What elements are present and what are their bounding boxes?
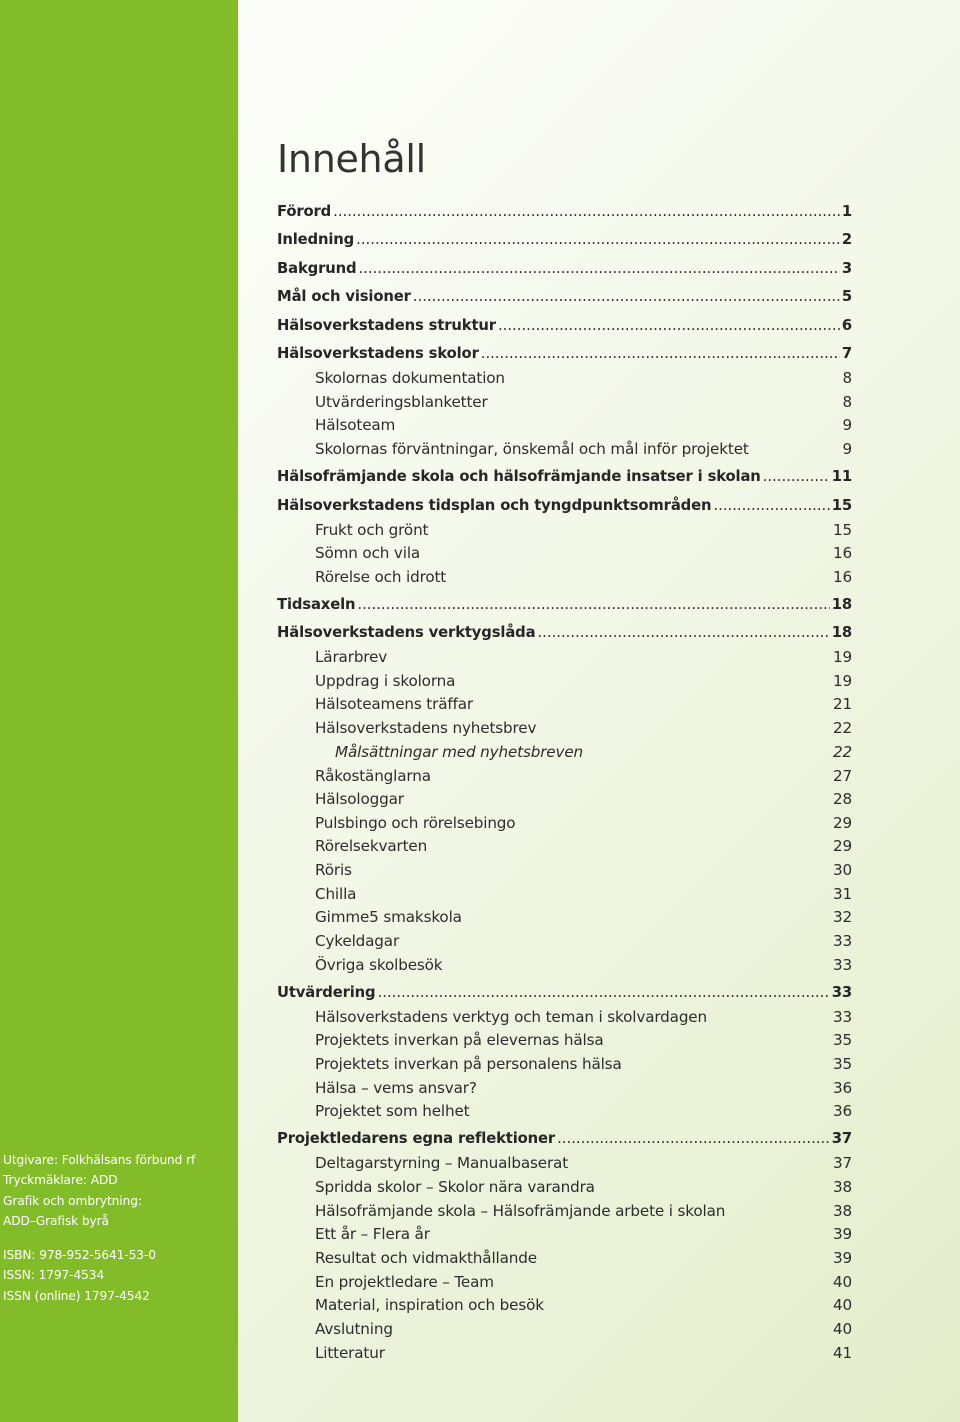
toc-page-number: 39 [832, 1225, 852, 1243]
toc-subentry [277, 1099, 852, 1123]
toc-entry-label: Hälsofrämjande skola – Hälsofrämjande arbete i skolan [315, 1202, 726, 1220]
toc-entry-label: Litteratur [315, 1344, 385, 1362]
colophon-line: ADD–Grafisk byrå [3, 1213, 109, 1228]
toc-entry-label: Avslutning [315, 1320, 393, 1338]
toc-page-number: 33 [832, 932, 852, 950]
toc-chapter-entry [277, 285, 852, 309]
toc-entry-label: Rörelse och idrott [315, 568, 447, 586]
toc-subentry [277, 1293, 852, 1317]
toc-chapter-entry [277, 228, 852, 252]
dot-leader [358, 257, 839, 281]
toc-subentry [277, 740, 852, 764]
toc-page-number: 22 [832, 719, 852, 737]
toc-chapter-entry [277, 494, 852, 518]
toc-page-number: 9 [842, 416, 852, 434]
toc-entry-label: Skolornas förväntningar, önskemål och mål inför projektet [315, 440, 749, 458]
toc-chapter-entry [277, 593, 852, 617]
toc-page-number: 19 [832, 672, 852, 690]
toc-page-number: 8 [842, 393, 852, 411]
toc-page-number: 31 [832, 885, 852, 903]
toc-entry-label: Rörelsekvarten [315, 837, 428, 855]
green-sidebar [0, 0, 238, 1422]
dot-leader [537, 621, 829, 645]
toc-entry-label: Hälsoverkstadens verktyg och teman i skolvardagen [315, 1008, 707, 1026]
toc-subentry [277, 811, 852, 835]
toc-subentry [277, 692, 852, 716]
toc-subentry [277, 1175, 852, 1199]
toc-subentry [277, 787, 852, 811]
dot-leader [356, 228, 840, 252]
toc-entry-label: Hälsoverkstadens tidsplan och tyngdpunktsområden [277, 497, 712, 514]
toc-page-number: 38 [832, 1202, 852, 1220]
toc-subentry [277, 1076, 852, 1100]
toc-entry-label: Hälsoverkstadens skolor [277, 345, 479, 362]
toc-subentry [277, 858, 852, 882]
toc-page-number: 21 [832, 695, 852, 713]
toc-entry-label: Utvärdering [277, 984, 376, 1001]
toc-subentry [277, 1028, 852, 1052]
toc-page-number: 28 [832, 790, 852, 808]
toc-subentry [277, 1151, 852, 1175]
colophon-line: ISSN (online) 1797-4542 [3, 1288, 150, 1303]
toc-page-number: 40 [832, 1320, 852, 1338]
colophon [3, 1150, 233, 1306]
toc-entry-label: Hälsoverkstadens struktur [277, 317, 496, 334]
toc-entry-label: Projektets inverkan på elevernas hälsa [315, 1031, 604, 1049]
toc-page-number: 7 [841, 345, 852, 362]
toc-entry-label: Hälsofrämjande skola och hälsofrämjande insatser i skolan [277, 468, 761, 485]
toc-chapter-entry [277, 981, 852, 1005]
toc-entry-label: Chilla [315, 885, 357, 903]
toc-chapter-entry [277, 314, 852, 338]
toc-entry-label: Projektet som helhet [315, 1102, 470, 1120]
toc-entry-label: Inledning [277, 231, 355, 248]
toc-page-number: 16 [832, 544, 852, 562]
toc-page-number: 5 [841, 288, 852, 305]
toc-page-number: 33 [832, 1008, 852, 1026]
toc-page-number: 8 [842, 369, 852, 387]
toc-subentry [277, 1005, 852, 1029]
toc-entry-label: Hälsoteam [315, 416, 396, 434]
toc-entry-label: En projektledare – Team [315, 1273, 494, 1291]
toc-entry-label: Spridda skolor – Skolor nära varandra [315, 1178, 595, 1196]
toc-page-number: 22 [832, 743, 852, 761]
colophon-line: Grafik och ombrytning: [3, 1193, 142, 1208]
toc-entry-label: Mål och visioner [277, 288, 411, 305]
toc-entry-label: Ett år – Flera år [315, 1225, 430, 1243]
dot-leader [713, 494, 829, 518]
toc-chapter-entry [277, 257, 852, 281]
toc-page-number: 37 [831, 1130, 852, 1147]
toc-subentry [277, 1317, 852, 1341]
dot-leader [498, 314, 840, 338]
toc-page-number: 18 [831, 624, 852, 641]
toc-entry-label: Röris [315, 861, 352, 879]
toc-page-number: 9 [842, 440, 852, 458]
toc-subentry [277, 1052, 852, 1076]
toc-subentry [277, 645, 852, 669]
toc-subentry [277, 366, 852, 390]
toc-subentry [277, 1199, 852, 1223]
toc-entry-label: Utvärderingsblanketter [315, 393, 488, 411]
toc-page-number: 33 [832, 956, 852, 974]
toc-entry-label: Projektledarens egna reflektioner [277, 1130, 556, 1147]
toc-entry-label: Material, inspiration och besök [315, 1296, 544, 1314]
toc-page-number: 32 [832, 908, 852, 926]
toc-subentry [277, 1246, 852, 1270]
toc-page-number: 39 [832, 1249, 852, 1267]
dot-leader [763, 465, 830, 489]
toc-entry-label: Sömn och vila [315, 544, 421, 562]
toc-page-number: 29 [832, 814, 852, 832]
toc-page-number: 1 [841, 203, 852, 220]
toc-entry-label: Lärarbrev [315, 648, 388, 666]
toc-subentry [277, 1341, 852, 1365]
toc-entry-label: Hälsoverkstadens verktygslåda [277, 624, 536, 641]
toc-page-number: 27 [832, 767, 852, 785]
toc-subentry [277, 716, 852, 740]
dot-leader [333, 200, 840, 224]
toc-page-number: 40 [832, 1296, 852, 1314]
toc-page-number: 38 [832, 1178, 852, 1196]
toc-subentry [277, 541, 852, 565]
toc-page-number: 36 [832, 1102, 852, 1120]
toc-page-number: 30 [832, 861, 852, 879]
toc-entry-label: Hälsoverkstadens nyhetsbrev [315, 719, 537, 737]
toc-page-number: 15 [832, 521, 852, 539]
toc-entry-label: Målsättningar med nyhetsbreven [335, 743, 583, 761]
toc-page-number: 33 [831, 984, 852, 1001]
toc-chapter-entry [277, 1127, 852, 1151]
toc-entry-label: Pulsbingo och rörelsebingo [315, 814, 516, 832]
toc-chapter-entry [277, 200, 852, 224]
toc-page-number: 41 [832, 1344, 852, 1362]
toc-entry-label: Hälsa – vems ansvar? [315, 1079, 477, 1097]
toc-entry-label: Frukt och grönt [315, 521, 429, 539]
toc-page-number: 19 [832, 648, 852, 666]
toc-subentry [277, 1222, 852, 1246]
toc-subentry [277, 669, 852, 693]
dot-leader [413, 285, 840, 309]
toc-chapter-entry [277, 621, 852, 645]
toc-entry-label: Bakgrund [277, 260, 357, 277]
toc-page-number: 6 [841, 317, 852, 334]
dot-leader [557, 1127, 830, 1151]
colophon-line: ISSN: 1797-4534 [3, 1268, 105, 1283]
toc-subentry [277, 929, 852, 953]
toc-page-number: 40 [832, 1273, 852, 1291]
toc-entry-label: Deltagarstyrning – Manualbaserat [315, 1154, 569, 1172]
toc-chapter-entry [277, 465, 852, 489]
toc-subentry [277, 834, 852, 858]
toc-entry-label: Projektets inverkan på personalens hälsa [315, 1055, 622, 1073]
toc-subentry [277, 565, 852, 589]
toc-entry-label: Hälsologgar [315, 790, 404, 808]
toc-entry-label: Övriga skolbesök [315, 956, 443, 974]
toc-entry-label: Cykeldagar [315, 932, 400, 950]
toc-entry-label: Hälsoteamens träffar [315, 695, 474, 713]
dot-leader [357, 593, 829, 617]
toc-subentry [277, 953, 852, 977]
toc-page-number: 11 [831, 468, 852, 485]
colophon-spacer [3, 1231, 233, 1245]
colophon-line: Tryckmäklare: ADD [3, 1173, 118, 1188]
toc-entry-label: Råkostänglarna [315, 767, 431, 785]
toc-entry-label: Skolornas dokumentation [315, 369, 505, 387]
toc-page-number: 18 [831, 596, 852, 613]
toc-subentry [277, 764, 852, 788]
colophon-line: ISBN: 978-952-5641-53-0 [3, 1248, 156, 1263]
toc-entry-label: Uppdrag i skolorna [315, 672, 456, 690]
toc-subentry [277, 518, 852, 542]
toc-page-number: 36 [832, 1079, 852, 1097]
toc-subentry [277, 1270, 852, 1294]
toc-subentry [277, 882, 852, 906]
toc-entry-label: Förord [277, 203, 332, 220]
toc-chapter-entry [277, 342, 852, 366]
toc-subentry [277, 390, 852, 414]
toc-page-number: 35 [832, 1055, 852, 1073]
colophon-line: Utgivare: Folkhälsans förbund rf [3, 1153, 196, 1167]
toc-page-number: 16 [832, 568, 852, 586]
toc-subentry [277, 437, 852, 461]
toc-entry-label: Resultat och vidmakthållande [315, 1249, 537, 1267]
toc-entry-label: Gimme5 smakskola [315, 908, 462, 926]
toc-page-number: 29 [832, 837, 852, 855]
toc-page-number: 37 [832, 1154, 852, 1172]
toc-page-number: 35 [832, 1031, 852, 1049]
toc-subentry [277, 905, 852, 929]
toc-entry-label: Tidsaxeln [277, 596, 356, 613]
toc-subentry [277, 413, 852, 437]
dot-leader [378, 981, 830, 1005]
toc-page-number: 2 [841, 231, 852, 248]
page-title: Innehåll [277, 137, 426, 181]
toc-page-number: 3 [841, 260, 852, 277]
toc-page-number: 15 [831, 497, 852, 514]
dot-leader [481, 342, 840, 366]
